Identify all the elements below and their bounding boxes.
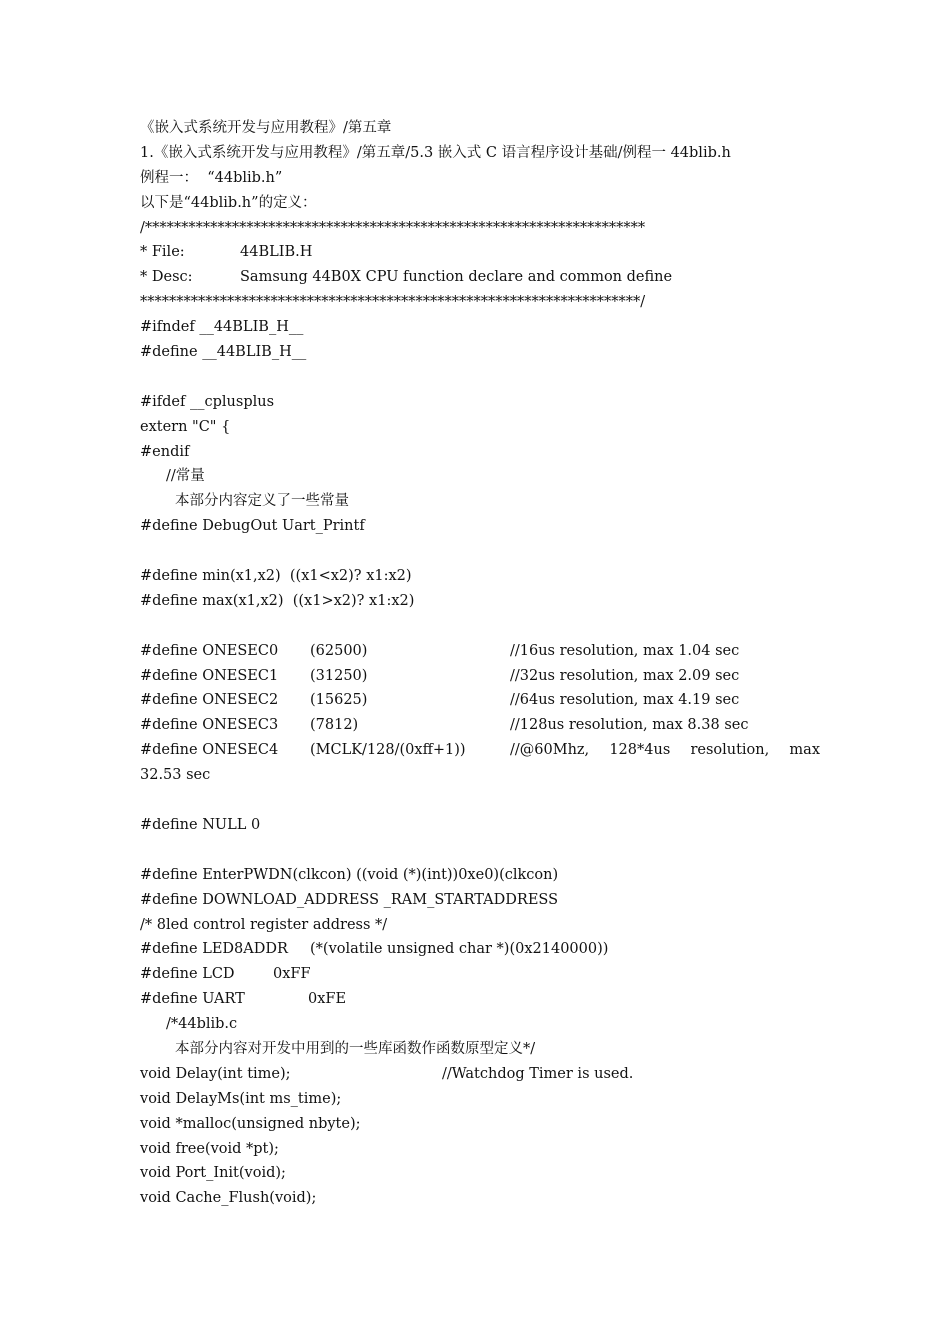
code-delay-proto: [140, 1062, 820, 1087]
code-download-address: #define DOWNLOAD_ADDRESS _RAM_STARTADDRESS: [140, 891, 559, 908]
code-debugout: #define DebugOut Uart_Printf: [140, 518, 365, 535]
onesec4-comment-part: max: [789, 742, 820, 759]
uart-value: 0xFE: [308, 991, 347, 1008]
constants-comment: //常量: [166, 468, 205, 485]
delay-proto: void Delay(int time);: [140, 1065, 291, 1082]
code-prototype: void *malloc(unsigned nbyte);: [140, 1115, 361, 1132]
blank-line: [140, 614, 820, 639]
onesec-comment: //16us resolution, max 1.04 sec: [510, 642, 740, 659]
code-define-guard: #define __44BLIB_H__: [140, 344, 307, 361]
uart-name: #define UART: [140, 991, 245, 1008]
desc-label: * Desc:: [140, 269, 193, 286]
code-ifndef: #ifndef __44BLIB_H__: [140, 319, 304, 336]
onesec4-comment: [510, 738, 820, 763]
comment-top-border: /*********************************************************************: [140, 219, 646, 236]
code-endif: #endif: [140, 443, 190, 460]
code-extern-c: extern "C" {: [140, 418, 231, 435]
onesec4-continuation: 32.53 sec: [140, 767, 211, 784]
intro-text: 以下是“44blib.h”的定义：: [140, 194, 317, 211]
code-onesec-define: [140, 688, 820, 713]
onesec-comment: //128us resolution, max 8.38 sec: [510, 717, 749, 734]
onesec-comment: //32us resolution, max 2.09 sec: [510, 667, 740, 684]
code-lcd-define: [140, 962, 820, 987]
code-onesec-define: [140, 664, 820, 689]
onesec-name: #define ONESEC1: [140, 667, 279, 684]
document-page: [140, 116, 820, 1211]
onesec-comment: //64us resolution, max 4.19 sec: [510, 692, 740, 709]
blank-line: [140, 365, 820, 390]
code-enterpwdn: #define EnterPWDN(clkcon) ((void (*)(int))0xe0)(clkcon): [140, 866, 559, 883]
file-value: 44BLIB.H: [240, 244, 313, 261]
onesec4-comment-part: resolution,: [690, 742, 770, 759]
code-max-macro: #define max(x1,x2) ((x1>x2)? x1:x2): [140, 592, 415, 609]
onesec-value: (15625): [310, 692, 368, 709]
file-label: * File:: [140, 244, 185, 261]
code-onesec-define: [140, 639, 820, 664]
onesec4-name: #define ONESEC4: [140, 742, 279, 759]
onesec4-comment-part: //@60Mhz,: [510, 742, 590, 759]
code-prototype: void DelayMs(int ms_time);: [140, 1090, 342, 1107]
desc-header-line: [140, 265, 820, 290]
onesec-name: #define ONESEC2: [140, 692, 279, 709]
chapter-path: 1.《嵌入式系统开发与应用教程》/第五章/5.3 嵌入式 C 语言程序设计基础/例程一 44blib.h: [140, 144, 731, 161]
onesec-name: #define ONESEC0: [140, 642, 279, 659]
code-prototype: void Port_Init(void);: [140, 1165, 286, 1182]
document-heading: 《嵌入式系统开发与应用教程》/第五章: [140, 120, 392, 136]
delay-comment: //Watchdog Timer is used.: [442, 1065, 634, 1082]
onesec-name: #define ONESEC3: [140, 717, 279, 734]
file-header-line: [140, 240, 820, 265]
code-prototype: void Cache_Flush(void);: [140, 1190, 317, 1207]
code-uart-define: [140, 987, 820, 1012]
onesec-value: (31250): [310, 667, 368, 684]
lib-description: 本部分内容对开发中用到的一些库函数作函数原型定义*/: [175, 1040, 536, 1057]
example-title: 例程一： “44blib.h”: [140, 169, 283, 186]
code-prototype: void free(void *pt);: [140, 1140, 279, 1157]
lcd-value: 0xFF: [273, 966, 311, 983]
code-onesec-define: [140, 713, 820, 738]
onesec4-value: (MCLK/128/(0xff+1)): [310, 742, 466, 759]
code-null-define: #define NULL 0: [140, 816, 261, 833]
code-min-macro: #define min(x1,x2) ((x1<x2)? x1:x2): [140, 568, 412, 585]
blank-line: [140, 539, 820, 564]
code-ifdef-cplusplus: #ifdef __cplusplus: [140, 393, 275, 410]
code-onesec4-define: [140, 738, 820, 763]
onesec-value: (7812): [310, 717, 359, 734]
led-value: (*(volatile unsigned char *)(0x2140000)): [310, 941, 609, 958]
desc-value: Samsung 44B0X CPU function declare and common define: [240, 269, 673, 286]
lcd-name: #define LCD: [140, 966, 235, 983]
onesec-value: (62500): [310, 642, 368, 659]
code-led8addr: [140, 937, 820, 962]
blank-line: [140, 788, 820, 813]
lib-comment: /*44blib.c: [166, 1016, 238, 1033]
led-comment: /* 8led control register address */: [140, 916, 388, 933]
constants-description: 本部分内容定义了一些常量: [175, 493, 349, 510]
comment-bottom-border: *********************************************************************/: [140, 294, 646, 311]
onesec4-comment-part: 128*4us: [609, 742, 671, 759]
blank-line: [140, 838, 820, 863]
led-name: #define LED8ADDR: [140, 941, 288, 958]
